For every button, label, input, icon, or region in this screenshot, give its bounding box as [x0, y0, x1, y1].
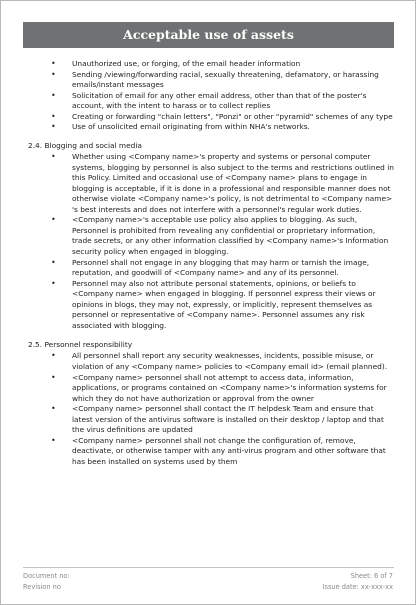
- footer-right: [323, 571, 393, 592]
- document-number: Document no:: [23, 572, 70, 580]
- section-heading-personnel-responsibility: 2.5. Personnel responsibility: [28, 339, 133, 349]
- list-item: • Creating or forwarding "chain letters", "Ponzi" or other "pyramid" schemes of any type: [23, 112, 394, 122]
- list-item: • Whether using <Company name>'s property and systems or personal computer systems, blogging by personnel is also subject to the terms and restrictions outlined in this Policy. Limited and occasional use of <Company name> plans to engage in blogging is acceptable, if it is done in a professional and responsible manner does not otherwise violate <Company name>'s policy, is not detrimental to <Company name> 's best interests and does not interfere with a personnel's regular work duties.: [23, 152, 394, 215]
- list-item: • <Company name> personnel shall not change the configuration of, remove, deactivate, or otherwise tamper with any anti-virus program and other software that has been installed on systems used by them: [23, 436, 394, 467]
- issue-date: Issue date: xx-xxx-xx: [322, 582, 393, 591]
- page-title: Acceptable use of assets: [23, 22, 394, 48]
- footer-divider: [23, 567, 394, 568]
- personnel-responsibility-list: [23, 351, 394, 467]
- list-item: • Personnel shall not engage in any blogging that may harm or tarnish the image, reputation, and goodwill of <Company name> and any of its personnel.: [23, 258, 394, 279]
- email-restrictions-list: [23, 59, 394, 133]
- list-item: • Sending /viewing/forwarding racial, sexually threatening, defamatory, or harassing emails/instant messages: [23, 70, 394, 91]
- list-item: • Solicitation of email for any other email address, other than that of the poster's account, with the intent to harass or to collect replies: [23, 91, 394, 112]
- blogging-list: [23, 152, 394, 331]
- list-item: • Unauthorized use, or forging, of the email header information: [23, 59, 394, 69]
- sheet-number: Sheet: 6 of 7: [350, 572, 393, 580]
- document-body: [23, 59, 394, 468]
- revision-number: Revision no: [23, 582, 61, 591]
- list-item: • <Company name>'s acceptable use policy also applies to blogging. As such, Personnel is prohibited from revealing any confidential or proprietary information, trade secrets, or any other information classified by <Company name>'s Information security policy when engaged in blogging.: [23, 215, 394, 257]
- list-item: • Personnel may also not attribute personal statements, opinions, or beliefs to <Company name> when engaged in blogging. If personnel express their views or opinions in blogs, they may not, expressly, or implicitly, represent themselves as personnel or representative of <Company name>. Personnel assumes any risk associated with blogging.: [23, 279, 394, 331]
- list-item: • <Company name> personnel shall not attempt to access data, information, applications, or programs contained on <Company name>'s information systems for which they do not have authorization or approval from the owner: [23, 373, 394, 404]
- list-item: • All personnel shall report any security weaknesses, incidents, possible misuse, or violation of any <Company name> policies to <Company email id> (email planned).: [23, 351, 394, 372]
- list-item: • <Company name> personnel shall contact the IT helpdesk Team and ensure that latest version of the antivirus software is installed on their desktop / laptop and that the virus definitions are updated: [23, 404, 394, 435]
- section-heading-blogging: 2.4. Blogging and social media: [28, 140, 142, 150]
- list-item: • Use of unsolicited email originating from within NHA's networks.: [23, 122, 394, 132]
- footer-left: [23, 571, 70, 592]
